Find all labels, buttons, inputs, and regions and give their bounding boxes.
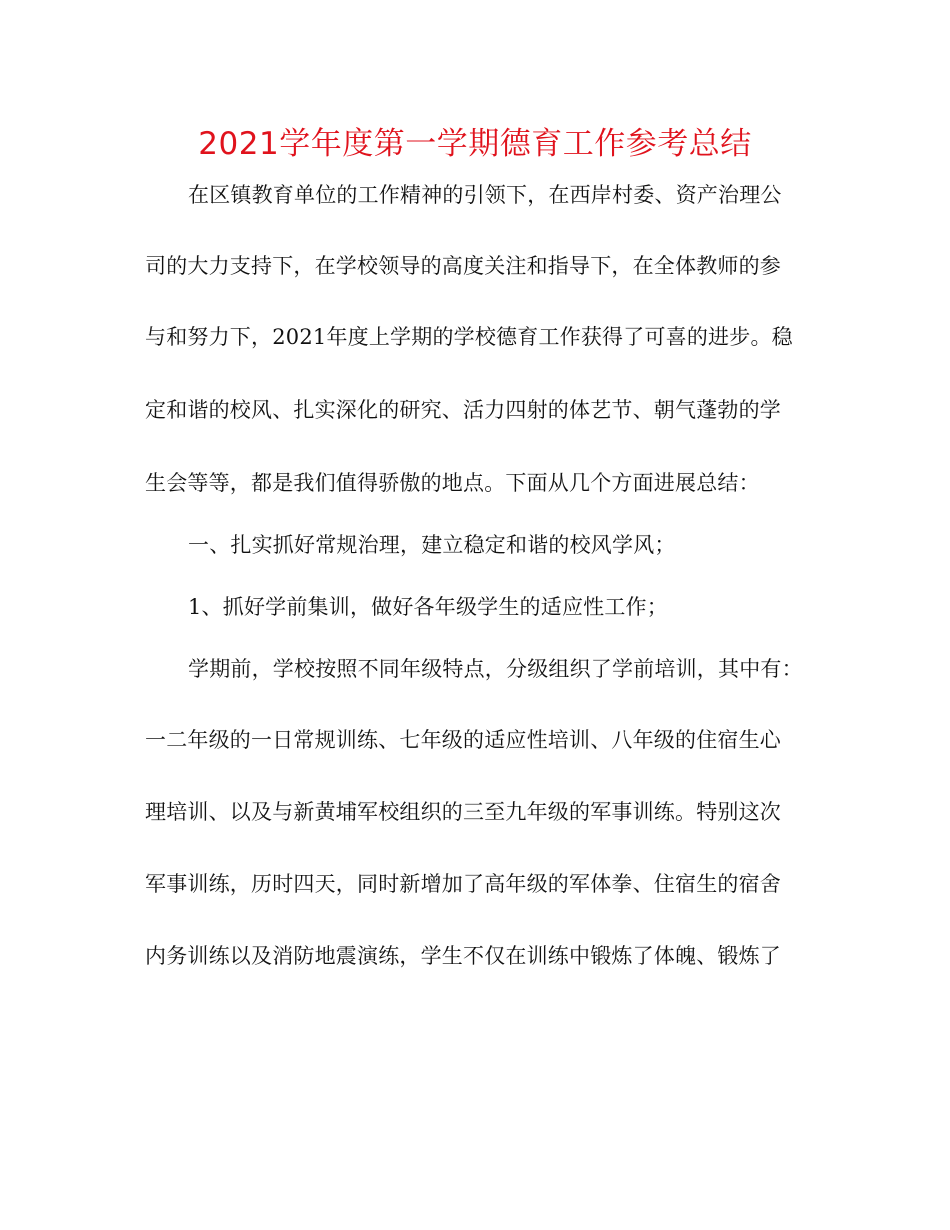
paragraph-line: 生会等等，都是我们值得骄傲的地点。下面从几个方面进展总结：: [145, 471, 760, 495]
section-heading: 一、扎实抓好常规治理，建立稳定和谐的校风学风；: [188, 533, 676, 557]
paragraph-line: 定和谐的校风、扎实深化的研究、活力四射的体艺节、朝气蓬勃的学: [145, 398, 781, 422]
subsection-heading: 1、抓好学前集训，做好各年级学生的适应性工作；: [188, 595, 668, 619]
paragraph-line: 一二年级的一日常规训练、七年级的适应性培训、八年级的住宿生心: [145, 728, 781, 752]
paragraph-line: 军事训练，历时四天，同时新增加了高年级的军体拳、住宿生的宿舍: [145, 872, 781, 896]
paragraph-line: 理培训、以及与新黄埔军校组织的三至九年级的军事训练。特别这次: [145, 800, 781, 824]
paragraph-line: 内务训练以及消防地震演练，学生不仅在训练中锻炼了体魄、锻炼了: [145, 944, 781, 968]
page-title: 2021学年度第一学期德育工作参考总结: [198, 126, 752, 162]
paragraph-line: 学期前，学校按照不同年级特点，分级组织了学前培训，其中有：: [188, 657, 803, 681]
paragraph-line: 在区镇教育单位的工作精神的引领下，在西岸村委、资产治理公: [188, 183, 782, 207]
paragraph-line: 与和努力下，2021年度上学期的学校德育工作获得了可喜的进步。稳: [145, 325, 793, 349]
paragraph-line: 司的大力支持下，在学校领导的高度关注和指导下，在全体教师的参: [145, 254, 781, 278]
